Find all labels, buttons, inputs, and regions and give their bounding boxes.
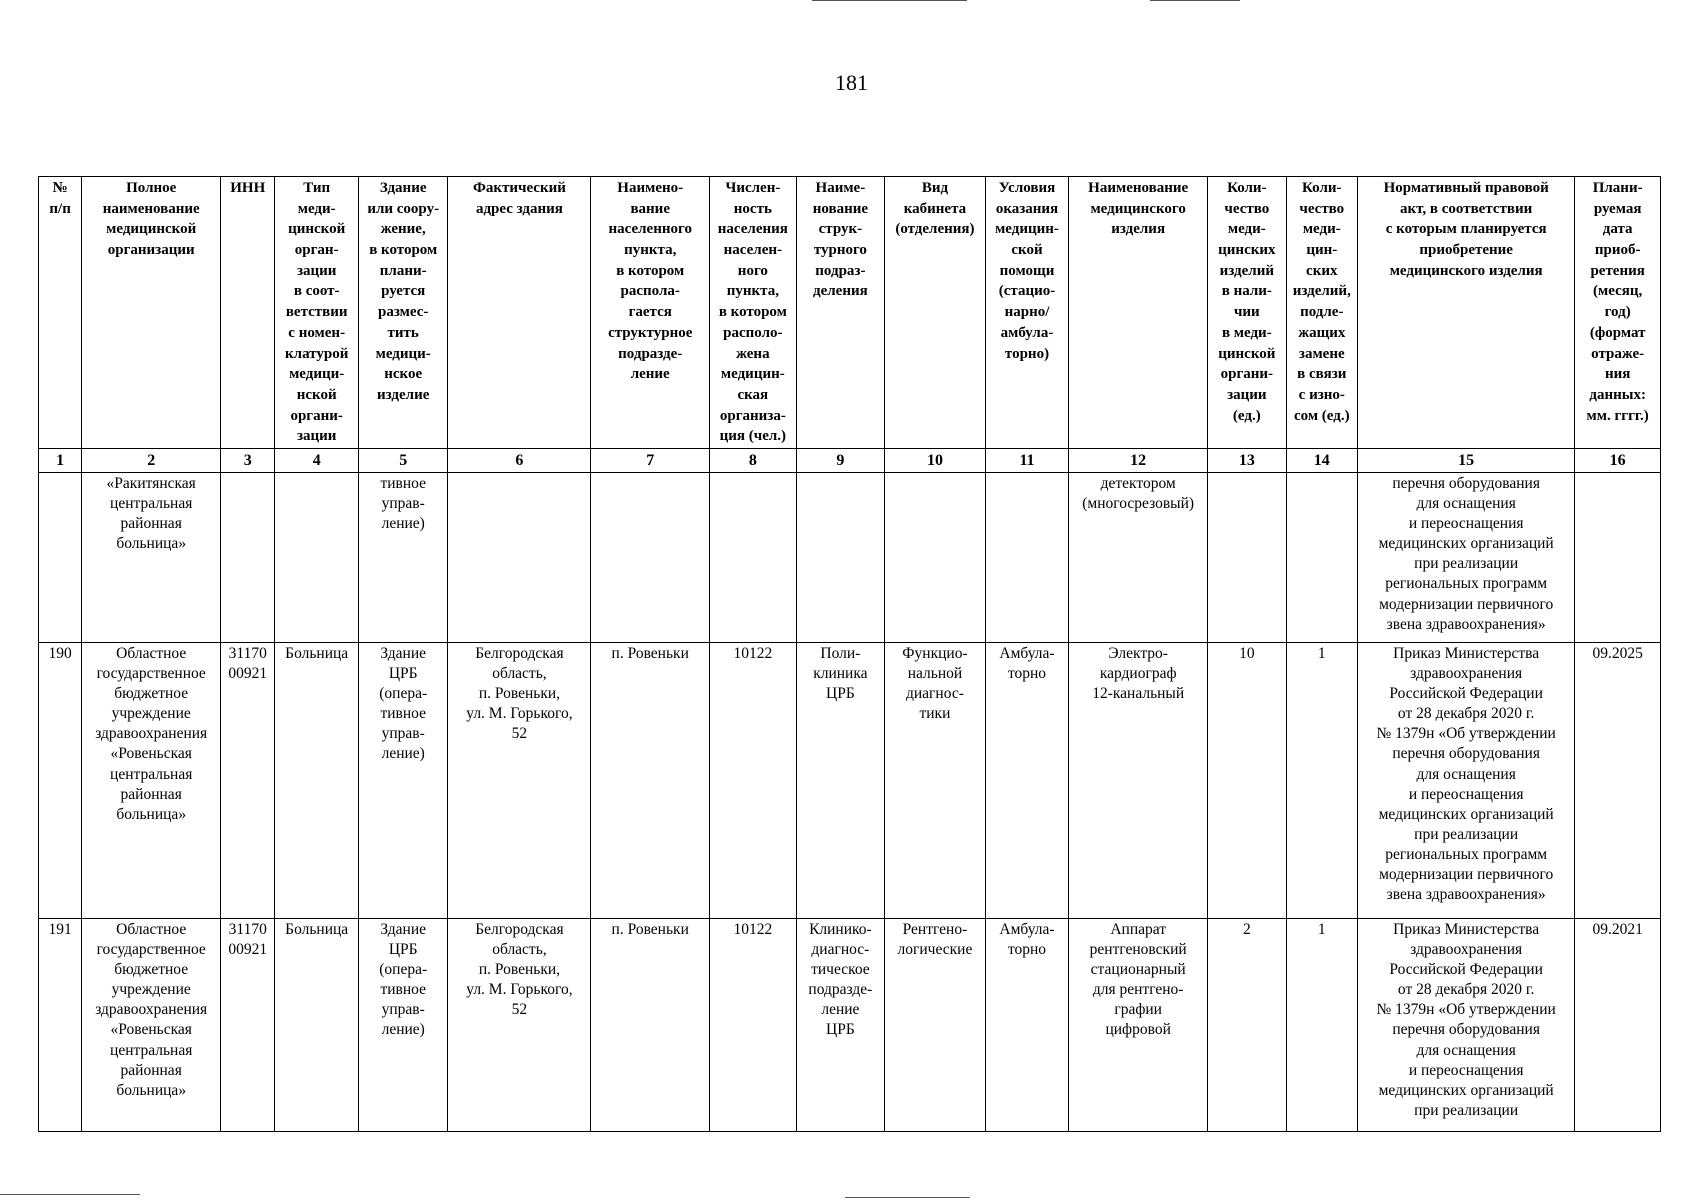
column-number: 9: [796, 448, 885, 472]
header-cell: Числен- ность населения населен- ного пункта, в котором располо- жена медицин- ская организа- ция (чел.): [710, 177, 797, 449]
cell-qty-replace: 1: [1286, 642, 1357, 918]
cell-cabinet: Рентгено- логические: [885, 918, 986, 1131]
column-number-row: [39, 448, 1661, 472]
cell-org-type: [275, 472, 359, 642]
cell-cabinet: Функцио- нальной диагнос- тики: [885, 642, 986, 918]
table-row: [39, 472, 1661, 642]
cell-planned-date: 09.2025: [1575, 642, 1661, 918]
cell-legal-act: Приказ Министерства здравоохранения Российской Федерации от 28 декабря 2020 г. № 1379н «Об утверждении перечня оборудования для оснащения и переоснащения медицинских организаций при реализации региональных программ модернизации первичного звена здравоохранения»: [1358, 642, 1575, 918]
cell-address: [448, 472, 591, 642]
cell-subdivision: Поли- клиника ЦРБ: [796, 642, 885, 918]
column-number: 6: [448, 448, 591, 472]
header-cell: ИНН: [221, 177, 275, 449]
column-number: 10: [885, 448, 986, 472]
cell-cabinet: [885, 472, 986, 642]
top-rule-right: [1150, 0, 1240, 1]
cell-qty-replace: 1: [1286, 918, 1357, 1131]
header-cell: Здание или соору- жение, в котором плани- руется размес- тить медици- нское изделие: [358, 177, 448, 449]
header-cell: Плани- руемая дата приоб- ретения (месяц, год) (формат отраже- ния данных: мм. гггг.): [1575, 177, 1661, 449]
header-cell: Коли- чество меди- цин- ских изделий, подле- жащих замене в связи с изно- сом (ед.): [1286, 177, 1357, 449]
cell-locality: п. Ровеньки: [591, 918, 710, 1131]
cell-org-type: Больница: [275, 642, 359, 918]
top-rule-left: [812, 0, 967, 1]
column-number: 1: [39, 448, 82, 472]
column-number: 12: [1069, 448, 1208, 472]
cell-address: Белгородская область, п. Ровеньки, ул. М. Горького, 52: [448, 918, 591, 1131]
cell-qty-available: [1208, 472, 1286, 642]
cell-organization: Областное государственное бюджетное учреждение здравоохранения «Ровеньская центральная районная больница»: [82, 918, 221, 1131]
header-cell: Коли- чество меди- цинских изделий в нали- чии в меди- цинской органи- зации (ед.): [1208, 177, 1286, 449]
cell-population: 10122: [710, 642, 797, 918]
header-cell: Наиме- нование струк- турного подраз- деления: [796, 177, 885, 449]
cell-population: 10122: [710, 918, 797, 1131]
cell-conditions: Амбула- торно: [985, 642, 1069, 918]
cell-qty-available: 10: [1208, 642, 1286, 918]
cell-locality: п. Ровеньки: [591, 642, 710, 918]
cell-planned-date: 09.2021: [1575, 918, 1661, 1131]
column-number: 4: [275, 448, 359, 472]
cell-org-type: Больница: [275, 918, 359, 1131]
cell-device: Электро- кардиограф 12-канальный: [1069, 642, 1208, 918]
cell-conditions: [985, 472, 1069, 642]
column-number: 5: [358, 448, 448, 472]
cell-qty-replace: [1286, 472, 1357, 642]
cell-row-number: 191: [39, 918, 82, 1131]
column-number: 16: [1575, 448, 1661, 472]
header-cell: Условия оказания медицин- ской помощи (стацио- нарно/ амбула- торно): [985, 177, 1069, 449]
cell-address: Белгородская область, п. Ровеньки, ул. М. Горького, 52: [448, 642, 591, 918]
cell-organization: «Ракитянская центральная районная больница»: [82, 472, 221, 642]
cell-inn: [221, 472, 275, 642]
cell-row-number: 190: [39, 642, 82, 918]
header-cell: Тип меди- цинской орган- зации в соот- ветствии с номен- клатурой медици- нской органи- зации: [275, 177, 359, 449]
cell-building: Здание ЦРБ (опера- тивное управ- ление): [358, 918, 448, 1131]
header-cell: Нормативный правовой акт, в соответствии с которым планируется приобретение медицинского изделия: [1358, 177, 1575, 449]
equipment-table: [38, 176, 1661, 1132]
header-cell: Вид кабинета (отделения): [885, 177, 986, 449]
cell-inn: 31170 00921: [221, 918, 275, 1131]
column-number: 2: [82, 448, 221, 472]
header-row: [39, 177, 1661, 449]
cell-building: Здание ЦРБ (опера- тивное управ- ление): [358, 642, 448, 918]
column-number: 13: [1208, 448, 1286, 472]
cell-subdivision: [796, 472, 885, 642]
header-cell: Наимено- вание населенного пункта, в котором распола- гается структурное подразде- ление: [591, 177, 710, 449]
header-cell: Полное наименование медицинской организации: [82, 177, 221, 449]
bottom-rule-left: [0, 1194, 140, 1195]
column-number: 7: [591, 448, 710, 472]
cell-population: [710, 472, 797, 642]
column-number: 15: [1358, 448, 1575, 472]
header-cell: Фактический адрес здания: [448, 177, 591, 449]
cell-locality: [591, 472, 710, 642]
header-cell: № п/п: [39, 177, 82, 449]
cell-legal-act: Приказ Министерства здравоохранения Российской Федерации от 28 декабря 2020 г. № 1379н «Об утверждении перечня оборудования для оснащения и переоснащения медицинских организаций при реализации: [1358, 918, 1575, 1131]
page-number: 181: [835, 70, 868, 95]
cell-planned-date: [1575, 472, 1661, 642]
table-row: [39, 642, 1661, 918]
cell-organization: Областное государственное бюджетное учреждение здравоохранения «Ровеньская центральная районная больница»: [82, 642, 221, 918]
column-number: 8: [710, 448, 797, 472]
cell-legal-act: перечня оборудования для оснащения и переоснащения медицинских организаций при реализации региональных программ модернизации первичного звена здравоохранения»: [1358, 472, 1575, 642]
column-number: 14: [1286, 448, 1357, 472]
cell-qty-available: 2: [1208, 918, 1286, 1131]
cell-device: Аппарат рентгеновский стационарный для рентгено- графии цифровой: [1069, 918, 1208, 1131]
column-number: 3: [221, 448, 275, 472]
table-row: [39, 918, 1661, 1131]
cell-subdivision: Клинико- диагнос- тическое подразде- ление ЦРБ: [796, 918, 885, 1131]
header-cell: Наименование медицинского изделия: [1069, 177, 1208, 449]
cell-device: детектором (многосрезовый): [1069, 472, 1208, 642]
column-number: 11: [985, 448, 1069, 472]
cell-building: тивное управ- ление): [358, 472, 448, 642]
cell-inn: 31170 00921: [221, 642, 275, 918]
cell-row-number: [39, 472, 82, 642]
bottom-rule-mid: [845, 1197, 970, 1198]
cell-conditions: Амбула- торно: [985, 918, 1069, 1131]
